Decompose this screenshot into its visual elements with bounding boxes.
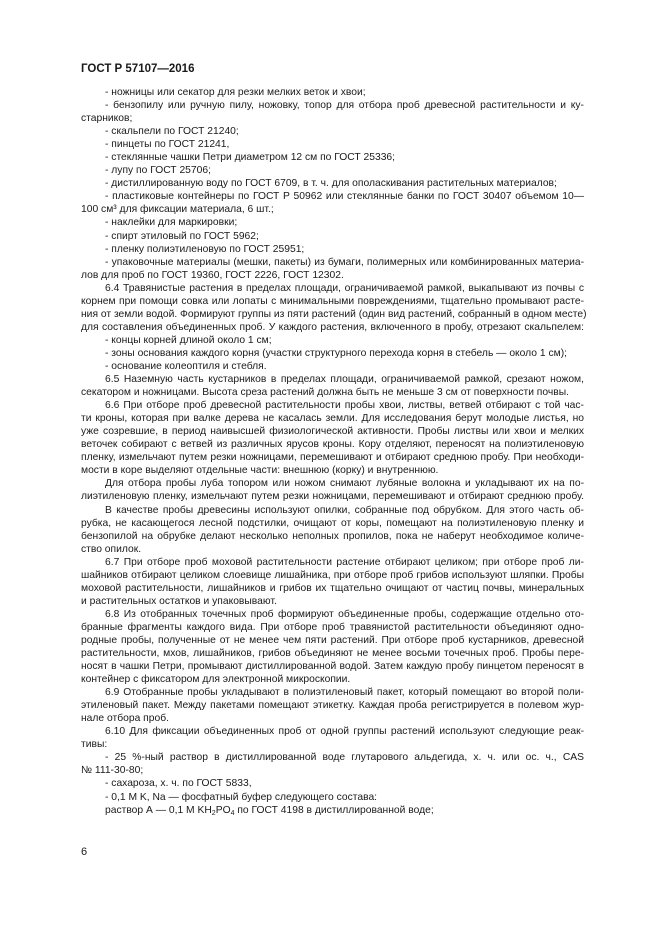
text-line: - ножницы или секатор для резки мелких веток и хвои; bbox=[105, 87, 366, 98]
text-line: 6.6 При отборе проб древесной растительности пробы хвои, листвы, ветвей отбирают с той час- bbox=[105, 400, 584, 412]
text-line: секатором и ножницами. Высота среза растений должна быть не меньше 3 см от поверхности почвы. bbox=[81, 387, 569, 399]
text-line: рубка, не касающегося лесной подстилки, очищают от коры, помещают на полиэтиленовую пленку и bbox=[81, 517, 584, 529]
text-line: - концы корней длиной около 1 см; bbox=[105, 334, 272, 346]
page-number: 6 bbox=[81, 846, 88, 858]
text-line: старников; bbox=[81, 113, 133, 125]
text-line: - сахароза, х. ч. по ГОСТ 5833, bbox=[105, 778, 252, 790]
text-line: веточек собирают с ветвей из различных ярусов кроны. Кору отделяют, переносят на полиэтиленовую bbox=[81, 439, 584, 451]
text-line: 6.4 Травянистые растения в пределах площади, ограничиваемой рамкой, выкапывают из почвы с bbox=[105, 282, 584, 294]
text-line: - 25 %-ный раствор в дистиллированной воде глутарового альдегида, х. ч. или ос. ч., CAS bbox=[105, 752, 584, 764]
text-line: - стеклянные чашки Петри диаметром 12 см по ГОСТ 25336; bbox=[105, 152, 396, 164]
text-line: для составления объединенных проб. У каждого растения, включенного в пробу, отрезают скальпелем: bbox=[81, 321, 584, 333]
text-line: - 0,1 М K, Na — фосфатный буфер следующего состава: bbox=[105, 791, 378, 803]
text-line: - наклейки для маркировки; bbox=[105, 217, 238, 229]
text-line: В качестве пробы древесины используют опилки, собранные под обрубком. Для этого часть об- bbox=[105, 504, 584, 516]
text-line: 6.8 Из отобранных точечных проб формируют объединенные пробы, содержащие отдельно ото- bbox=[105, 608, 584, 620]
text-line: этиленовый пакет. Между пакетами помещают этикетку. Каждая проба регистрируется в полевом жур- bbox=[81, 700, 584, 712]
text-line: ния от земли водой. Формируют группы из пяти растений (один вид растений, собранный в одном месте) bbox=[81, 308, 587, 320]
text-line: пленку, измельчают путем резки ножницами, перемешивают и отбирают среднюю пробу. При необходи- bbox=[81, 452, 584, 464]
text-line: нале отбора проб. bbox=[81, 713, 169, 725]
text-line: - упаковочные материалы (мешки, пакеты) из бумаги, полимерных или комбинированных материа- bbox=[105, 256, 584, 268]
text-line: - пленку полиэтиленовую по ГОСТ 25951; bbox=[105, 243, 305, 255]
text-line: моховой растительности, лишайников и грибов их тщательно очищают от частиц почвы, минеральных bbox=[81, 582, 584, 594]
text-line: № 111-30-80; bbox=[81, 765, 144, 777]
text-line: шайников отбирают целиком слоевище лишайника, при отборе проб грибов используют шляпки. Пробы bbox=[81, 569, 584, 581]
text-line: родные пробы, полученные от не менее чем пяти растений. При отборе проб кустарников, древесной bbox=[81, 634, 584, 646]
text-line: - зоны основания каждого корня (участки структурного перехода корня в стебель — около 1 см); bbox=[105, 347, 567, 359]
text-line: - скальпели по ГОСТ 21240; bbox=[105, 126, 239, 138]
text-line: уже созревшие, в период наивысшей физиологической активности. Пробы листвы или хвои и мелких bbox=[81, 426, 584, 438]
text-line: и растительных остатков и упаковывают. bbox=[81, 595, 277, 607]
text-line: контейнер с фиксатором для электронной микроскопии. bbox=[81, 674, 351, 686]
text-line: мости в коре выделяют отдельные части: внешнюю (корку) и внутреннюю. bbox=[81, 465, 439, 477]
text-line: корнем при помощи совка или лопаты с минимальными повреждениями, тщательно промывают расте- bbox=[81, 295, 584, 307]
text-line: - спирт этиловый по ГОСТ 5962; bbox=[105, 230, 259, 242]
text-line: бензопилой на обрубке делают несколько неполных пропилов, пока не наберут необходимое количе- bbox=[81, 530, 584, 542]
text-line: 6.10 Для фиксации объединенных проб от одной группы растений используют следующие реак- bbox=[105, 726, 584, 738]
text-line: бранные фрагменты каждого вида. При отборе проб травянистой растительности объединяют одно- bbox=[81, 621, 584, 633]
text-line: 100 см³ для фиксации материала, 6 шт.; bbox=[81, 204, 274, 216]
text-line: носят в чашки Петри, промывают дистиллированной водой. Затем каждую пробу пинцетом переносят в bbox=[81, 661, 584, 673]
text-line: - бензопилу или ручную пилу, ножовку, топор для отбора проб древесной растительности и ку- bbox=[105, 100, 584, 112]
text-line: лов для проб по ГОСТ 19360, ГОСТ 2226, ГОСТ 12302. bbox=[81, 269, 344, 281]
text-line: ство опилок. bbox=[81, 543, 142, 555]
text-line: ти кроны, которая при валке дерева не касалась земли. Для исследования берут молодые листья, но bbox=[81, 413, 584, 425]
text-line: растительности, мхов, лишайников, грибов объединяют не менее восьми точечных проб. Пробы пере- bbox=[81, 648, 584, 660]
text-line-last: раствор А — 0,1 М $KH_2PO_4$ по ГОСТ 4198 в дистиллированной воде; bbox=[105, 804, 434, 817]
text-line: - основание колеоптиля и стебля. bbox=[105, 360, 267, 372]
text-line: лиэтиленовую пленку, измельчают путем резки ножницами, перемешивают и отбирают среднюю пробу. bbox=[81, 491, 584, 503]
text-line: тивы: bbox=[81, 739, 108, 751]
text-line: 6.7 При отборе проб моховой растительности растение отбирают целиком; при отборе проб ли- bbox=[105, 556, 584, 568]
text-line: - пластиковые контейнеры по ГОСТ Р 50962 или стеклянные банки по ГОСТ 30407 объемом 10— bbox=[105, 191, 584, 203]
text-line: - дистиллированную воду по ГОСТ 6709, в т. ч. для ополаскивания растительных материалов; bbox=[105, 178, 557, 190]
document-header: ГОСТ Р 57107—2016 bbox=[81, 63, 195, 75]
text-line: - пинцеты по ГОСТ 21241, bbox=[105, 139, 230, 151]
text-line: - лупу по ГОСТ 25706; bbox=[105, 165, 211, 177]
document-body bbox=[81, 86, 587, 817]
text-line: 6.5 Наземную часть кустарников в пределах площади, ограничиваемой рамкой, срезают ножом, bbox=[105, 374, 584, 386]
text-line: 6.9 Отобранные пробы укладывают в полиэтиленовый пакет, который помещают во второй поли- bbox=[105, 687, 584, 699]
text-line: Для отбора пробы луба топором или ножом снимают лубяные волокна и укладывают их на по- bbox=[105, 478, 584, 490]
